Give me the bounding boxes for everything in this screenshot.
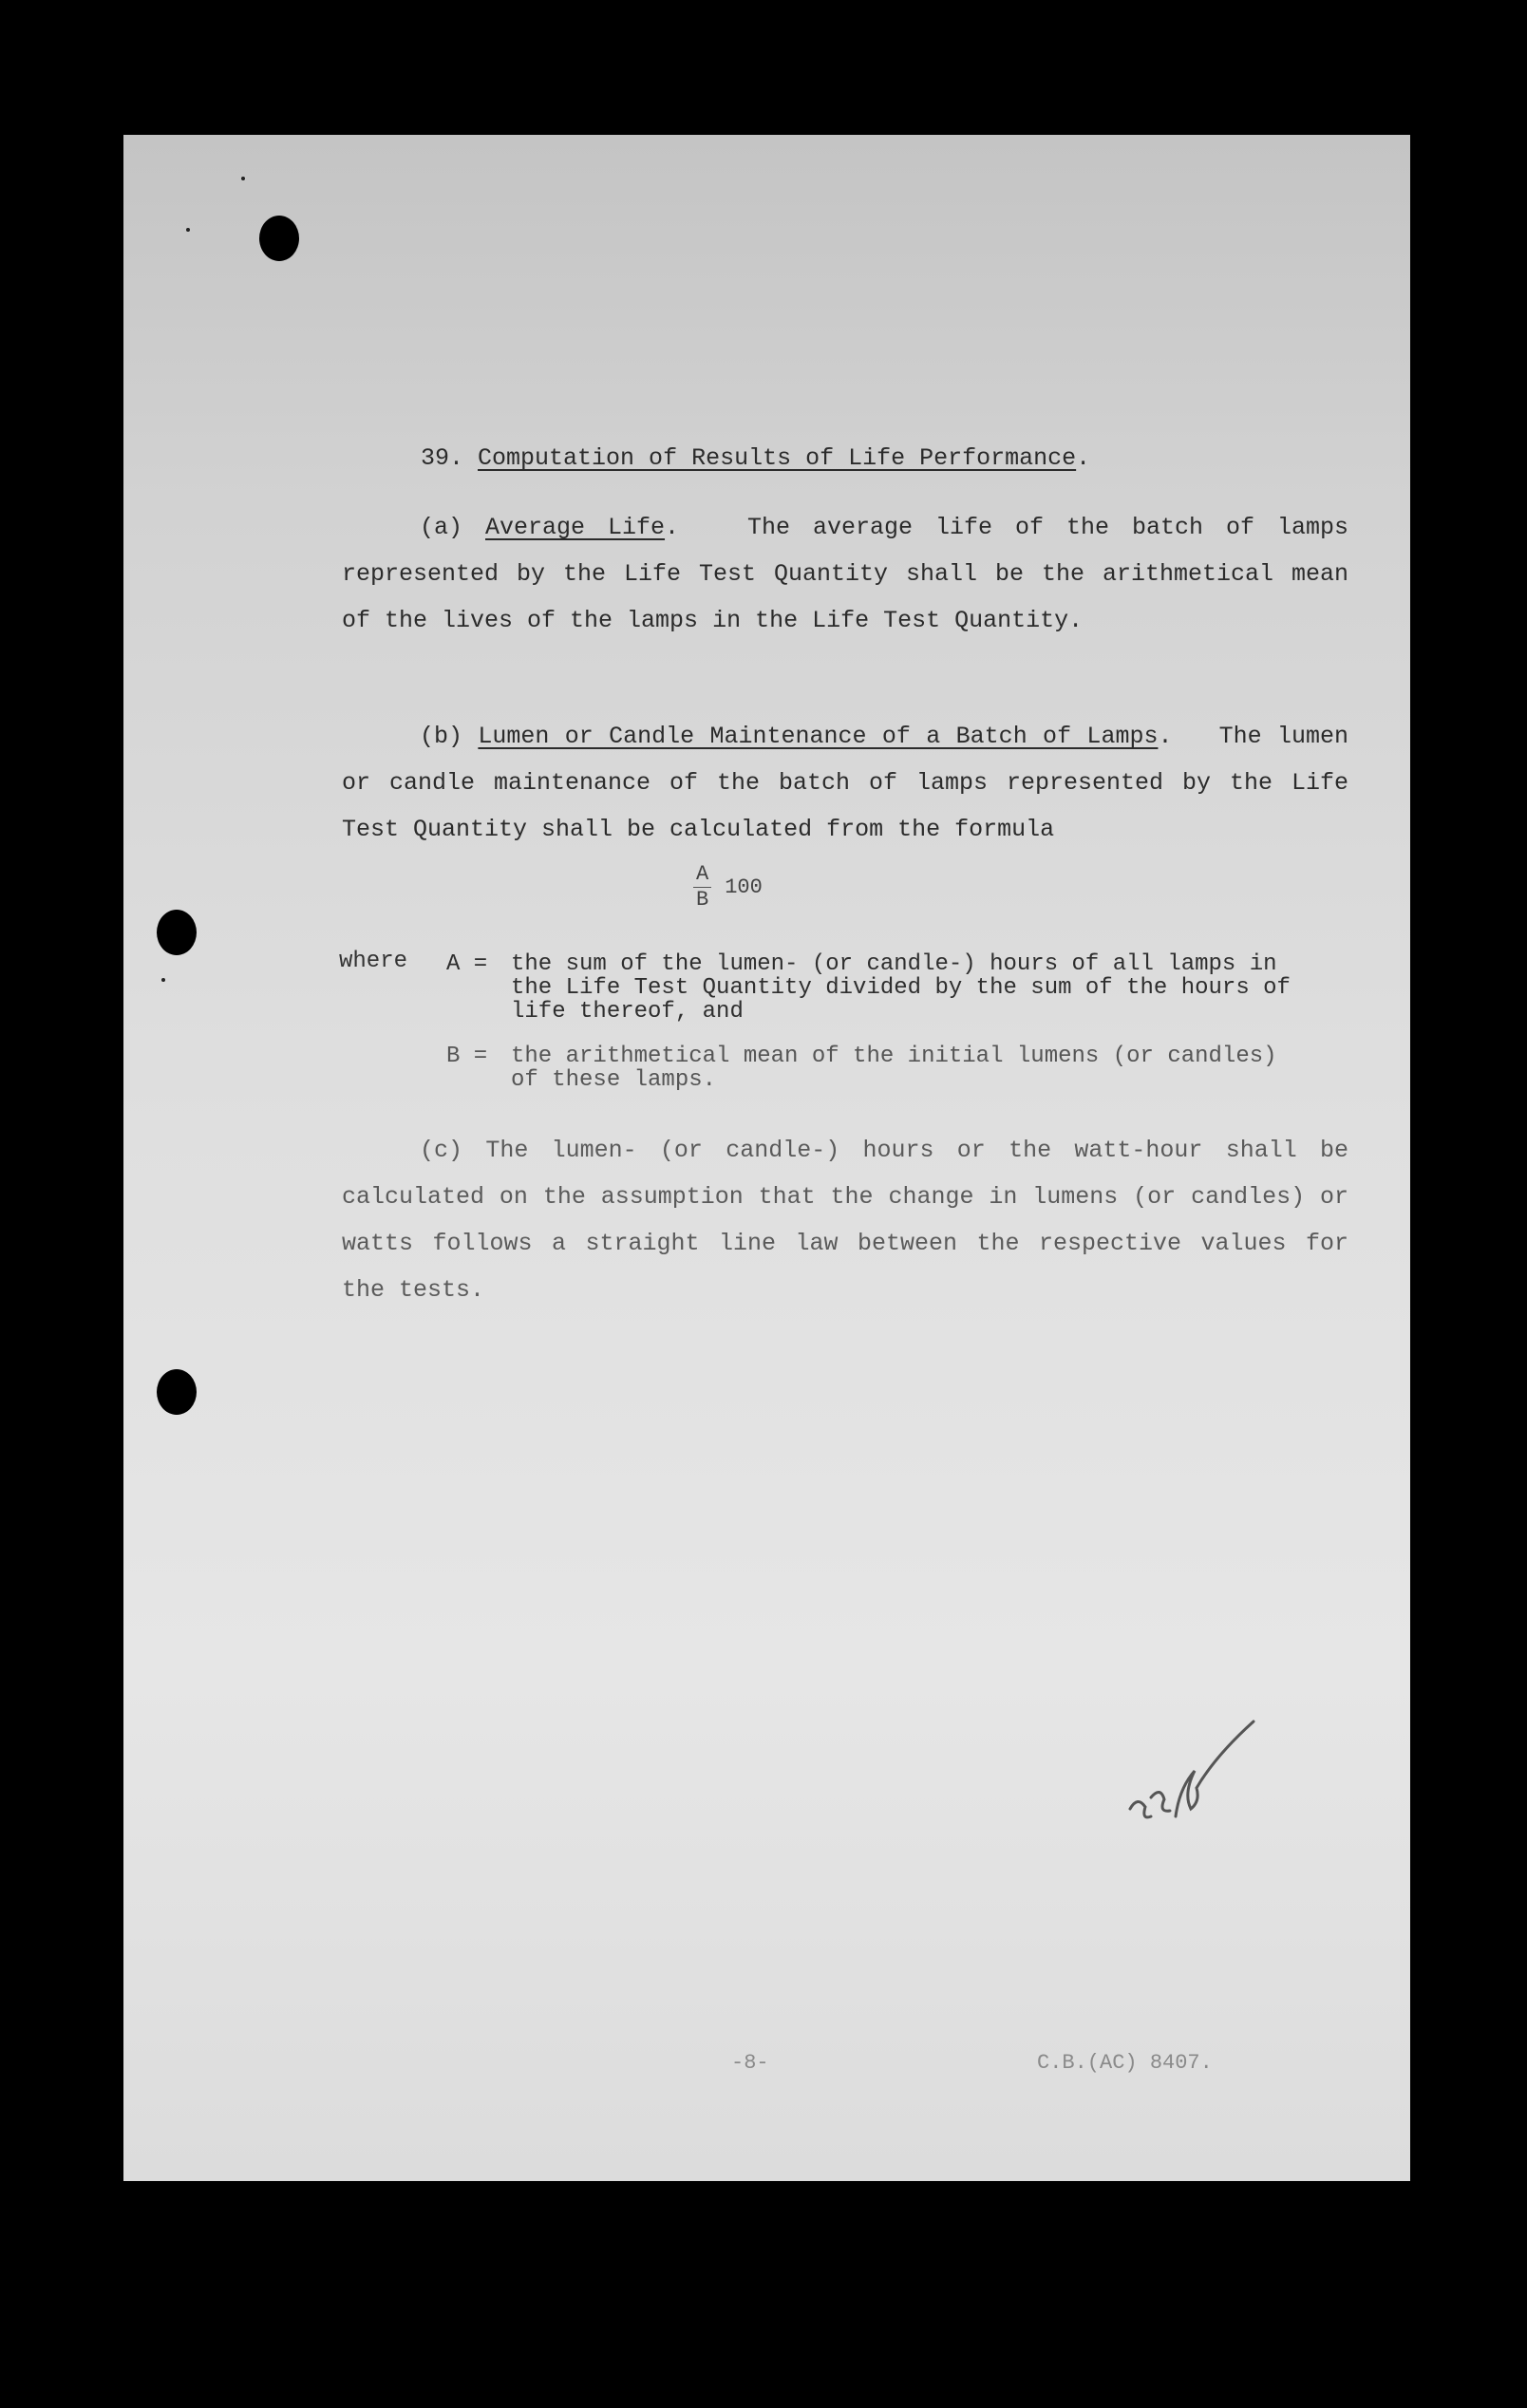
paragraph-b <box>342 713 1348 853</box>
para-b-title: Lumen or Candle Maintenance of a Batch of Lamps <box>478 723 1159 750</box>
para-b-text: The lumen or candle maintenance of the batch of lamps represented by the Life Test Quantity shall be calculated from the formula <box>342 723 1348 843</box>
definition-a-symbol: A = <box>446 951 488 977</box>
where-label: where <box>339 949 408 974</box>
punch-hole-middle <box>157 910 197 955</box>
formula-numerator: A <box>693 862 711 888</box>
speck <box>186 228 190 232</box>
paragraph-a <box>342 504 1348 644</box>
para-a-title-end: . <box>665 514 680 541</box>
speck <box>241 177 245 180</box>
heading-number: 39. <box>421 444 464 472</box>
para-c-text: The lumen- (or candle-) hours or the watt-hour shall be calculated on the assumption that the change in lumens (or candles) or watts follows a straight line law between the respective values for the tests. <box>342 1137 1348 1304</box>
formula <box>693 862 763 912</box>
definition-a-text: the sum of the lumen- (or candle-) hours of all lamps in the Life Test Quantity divided by the sum of the hours of life thereof, and <box>511 951 1291 1025</box>
para-a-label: (a) <box>420 514 463 541</box>
definition-b-text: the arithmetical mean of the initial lumens (or candles) of these lamps. <box>511 1044 1277 1093</box>
para-a-text: The average life of the batch of lamps represented by the Life Test Quantity shall be the arithmetical mean of the lives of the lamps in the Life Test Quantity. <box>342 514 1348 634</box>
definition-b-symbol: B = <box>446 1044 488 1069</box>
para-c-label: (c) <box>420 1137 463 1164</box>
paragraph-c <box>342 1127 1348 1313</box>
punch-hole-top <box>259 216 299 261</box>
page-number: -8- <box>731 2051 769 2075</box>
formula-denominator: B <box>696 888 709 912</box>
para-b-title-end: . <box>1158 723 1173 750</box>
speck <box>161 978 165 982</box>
document-reference: C.B.(AC) 8407. <box>1037 2051 1213 2075</box>
punch-hole-bottom <box>157 1369 197 1415</box>
para-b-label: (b) <box>420 723 463 750</box>
heading-title: Computation of Results of Life Performance <box>478 444 1077 472</box>
handwritten-initials <box>1121 1704 1272 1837</box>
para-a-title: Average Life <box>485 514 666 541</box>
heading-end: . <box>1076 444 1091 472</box>
formula-fraction <box>693 862 711 912</box>
section-heading <box>421 435 1090 481</box>
formula-multiplier: 100 <box>725 875 763 899</box>
